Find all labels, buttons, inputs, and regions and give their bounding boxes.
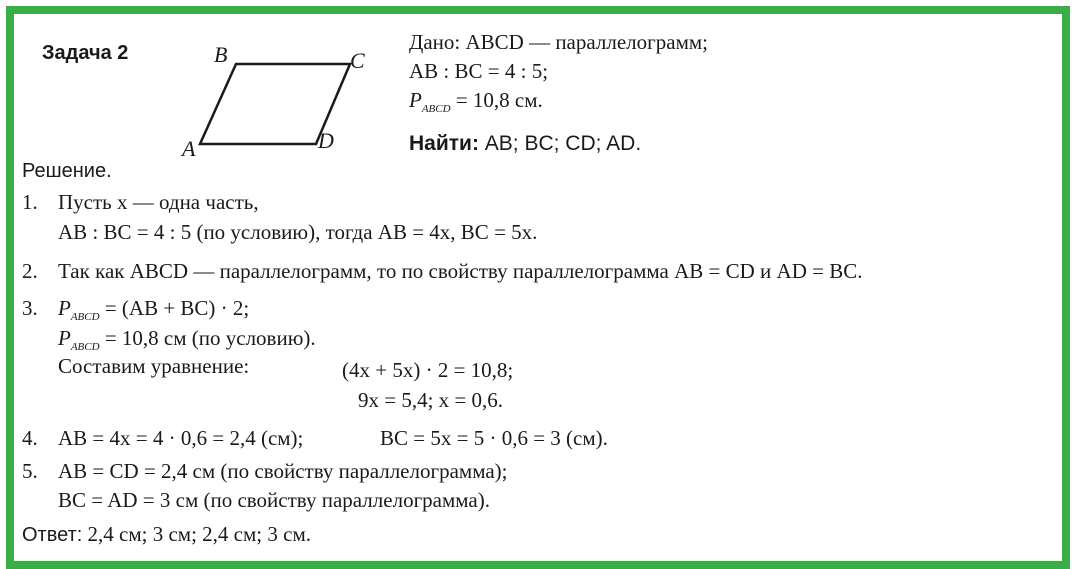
step-4-number: 4. [22, 426, 38, 450]
given-line-1: Дано: ABCD — параллелограмм; [409, 30, 708, 54]
perimeter-value: = 10,8 см. [450, 88, 543, 112]
given-line-3 [409, 86, 708, 124]
step-3-equation: (4x + 5x) · 2 = 10,8; [342, 358, 514, 382]
step-2-line-1: Так как ABCD — параллелограмм, то по свойству параллелограмма AB = CD и AD = BC. [58, 259, 863, 283]
vertex-label-d: D [318, 128, 334, 153]
step-1-line-1: Пусть x — одна часть, [58, 190, 259, 214]
solution-label: Решение. [22, 160, 112, 182]
given-line-2: AB : BC = 4 : 5; [409, 59, 549, 83]
perimeter-subscript: ABCD [421, 103, 451, 115]
step-5-line-2: BC = AD = 3 см (по свойству параллелограмма). [58, 488, 490, 512]
vertex-label-c: C [350, 48, 365, 73]
perimeter-symbol: P [58, 326, 71, 350]
find-label: Найти: [409, 132, 479, 155]
perimeter-formula: = (AB + BC) · 2; [99, 296, 250, 320]
step-1-line-2: AB : BC = 4 : 5 (по условию), тогда AB = 4x, BC = 5x. [58, 220, 538, 244]
step-1-number: 1. [22, 190, 38, 214]
answer-line [22, 522, 311, 547]
step-5-number: 5. [22, 459, 38, 483]
step-5-line-1: AB = CD = 2,4 см (по свойству параллелограмма); [58, 459, 508, 483]
find-line [409, 132, 641, 156]
perimeter-subscript: ABCD [70, 311, 100, 323]
answer-label: Ответ: [22, 524, 83, 546]
perimeter-given: = 10,8 см (по условию). [99, 326, 316, 350]
step-3-line-2 [58, 326, 316, 353]
parallelogram-diagram [174, 44, 374, 169]
step-3-equation-label: Составим уравнение: [58, 354, 250, 378]
vertex-label-a: A [182, 136, 196, 161]
answer-value: 2,4 см; 3 см; 2,4 см; 3 см. [82, 522, 311, 546]
step-3-line-1 [58, 296, 249, 323]
step-4-ab: AB = 4x = 4 · 0,6 = 2,4 (см); [58, 426, 304, 450]
task-title: Задача 2 [42, 42, 129, 64]
given-block [409, 28, 708, 124]
perimeter-subscript: ABCD [70, 341, 100, 353]
perimeter-symbol: P [409, 88, 422, 112]
step-4-bc: BC = 5x = 5 · 0,6 = 3 (см). [380, 426, 608, 450]
vertex-label-b: B [214, 44, 228, 67]
step-2-number: 2. [22, 259, 38, 283]
step-3-number: 3. [22, 296, 38, 320]
task-frame [6, 6, 1070, 569]
perimeter-symbol: P [58, 296, 71, 320]
find-value: AB; BC; CD; AD. [478, 132, 642, 155]
step-3-solution: 9x = 5,4; x = 0,6. [358, 388, 504, 412]
